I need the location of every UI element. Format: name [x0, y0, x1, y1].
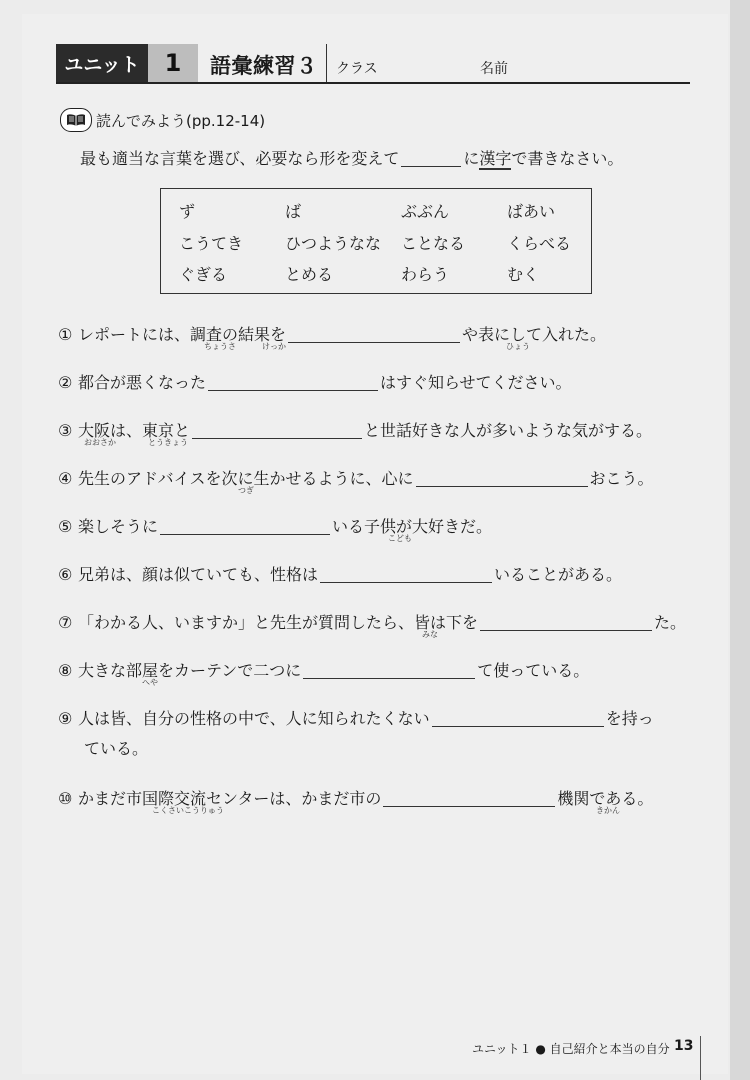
furigana: こども	[388, 534, 412, 543]
question-number: ⑨	[58, 709, 73, 728]
question-9-continued: ている。	[84, 739, 149, 758]
question-text: 大阪は、東京と	[78, 421, 191, 440]
question-number: ⑦	[58, 613, 73, 632]
question-number: ②	[58, 373, 73, 392]
question-10	[58, 786, 653, 809]
furigana: みな	[422, 630, 438, 639]
word-bank-item: ぐぎる	[179, 265, 228, 284]
question-number: ④	[58, 469, 73, 488]
answer-blank[interactable]	[416, 472, 588, 487]
furigana: ひょう	[506, 342, 530, 351]
question-text: 兄弟は、顔は似ていても、性格は	[78, 565, 319, 584]
answer-blank[interactable]	[160, 520, 330, 535]
furigana: きかん	[596, 806, 620, 815]
furigana: へや	[142, 678, 158, 687]
question-text-end: を持っ	[605, 709, 654, 728]
page-number: 13	[674, 1038, 694, 1054]
question-number: ③	[58, 421, 73, 440]
question-number: ①	[58, 325, 73, 344]
section-title: 読んでみよう(pp.12-14)	[96, 112, 266, 130]
question-text-end: 機関である。	[557, 789, 654, 808]
question-text: 大きな部屋をカーテンで二つに	[78, 661, 302, 680]
question-text: 都合が悪くなった	[78, 373, 207, 392]
word-bank-item: ず	[179, 202, 196, 221]
question-number: ⑥	[58, 565, 73, 584]
word-bank-item: ぶぶん	[401, 202, 450, 221]
word-bank-item: むく	[507, 265, 540, 284]
instruction-kanji: 漢字	[479, 149, 512, 168]
question-text: 人は皆、自分の性格の中で、人に知られたくない	[78, 709, 430, 728]
answer-blank[interactable]	[320, 568, 492, 583]
unit-label: ユニット	[56, 44, 148, 82]
question-7	[58, 610, 686, 633]
word-bank-item: ばあい	[507, 202, 556, 221]
footer-unit-title: ユニット１ ● 自己紹介と本当の自分	[472, 1042, 670, 1056]
word-bank-item: わらう	[401, 265, 450, 284]
answer-blank[interactable]	[303, 664, 475, 679]
furigana: つぎ	[238, 486, 254, 495]
answer-blank[interactable]	[208, 376, 378, 391]
word-bank-item: ば	[285, 202, 302, 221]
unit-number: 1	[148, 44, 198, 82]
answer-blank[interactable]	[383, 792, 555, 807]
worksheet-page	[22, 14, 728, 1074]
answer-blank[interactable]	[192, 424, 362, 439]
question-8	[58, 658, 589, 681]
question-text-end: いる子供が大好きだ。	[332, 517, 493, 536]
question-6	[58, 562, 622, 585]
worksheet-title: 語彙練習３	[210, 54, 318, 78]
page-edge	[730, 0, 750, 1080]
question-text: 楽しそうに	[78, 517, 159, 536]
question-text-end: おこう。	[589, 469, 654, 488]
answer-blank[interactable]	[480, 616, 652, 631]
word-bank-item: ことなる	[401, 234, 466, 253]
header-divider	[326, 44, 327, 82]
furigana: とうきょう	[148, 438, 188, 447]
word-bank-item: くらべる	[507, 234, 572, 253]
question-text-end: はすぐ知らせてください。	[380, 373, 572, 392]
instruction-ni: に	[463, 149, 480, 168]
question-9	[58, 706, 654, 729]
question-text-end: た。	[654, 613, 687, 632]
question-text: レポートには、調査の結果を	[78, 325, 287, 344]
question-5	[58, 514, 492, 537]
furigana: こくさいこうりゅう	[152, 806, 224, 815]
instruction-blank	[401, 152, 461, 167]
question-text-end: と世話好きな人が多いような気がする。	[364, 421, 653, 440]
furigana: けっか	[262, 342, 286, 351]
word-bank-item: とめる	[285, 265, 334, 284]
word-bank-item: ひつようなな	[285, 234, 382, 253]
name-label: 名前	[480, 61, 508, 77]
question-number: ⑩	[58, 789, 73, 808]
open-book-icon	[60, 108, 92, 132]
worksheet-header	[56, 44, 690, 84]
question-text: 「わかる人、いますか」と先生が質問したら、皆は下を	[78, 613, 479, 632]
answer-blank[interactable]	[288, 328, 460, 343]
question-number: ⑧	[58, 661, 73, 680]
question-text-end: や表にして入れた。	[462, 325, 607, 344]
header-underline	[56, 82, 690, 84]
question-4	[58, 466, 654, 489]
word-bank-box	[160, 188, 592, 294]
instruction-before: 最も適当な言葉を選び、必要なら形を変えて	[80, 149, 400, 168]
question-text-end: て使っている。	[477, 661, 590, 680]
question-text: かまだ市国際交流センターは、かまだ市の	[78, 789, 382, 808]
answer-blank[interactable]	[432, 712, 604, 727]
question-text: 先生のアドバイスを次に生かせるように、心に	[78, 469, 414, 488]
class-label: クラス	[336, 61, 378, 77]
question-number: ⑤	[58, 517, 73, 536]
question-2	[58, 370, 572, 393]
instruction-end: で書きなさい。	[511, 149, 624, 168]
page-edge-line	[700, 1036, 701, 1080]
word-bank-item: こうてき	[179, 234, 244, 253]
furigana: ちょうさ	[204, 342, 236, 351]
question-text-end: いることがある。	[494, 565, 623, 584]
instruction-text	[80, 146, 623, 169]
furigana: おおさか	[84, 438, 116, 447]
